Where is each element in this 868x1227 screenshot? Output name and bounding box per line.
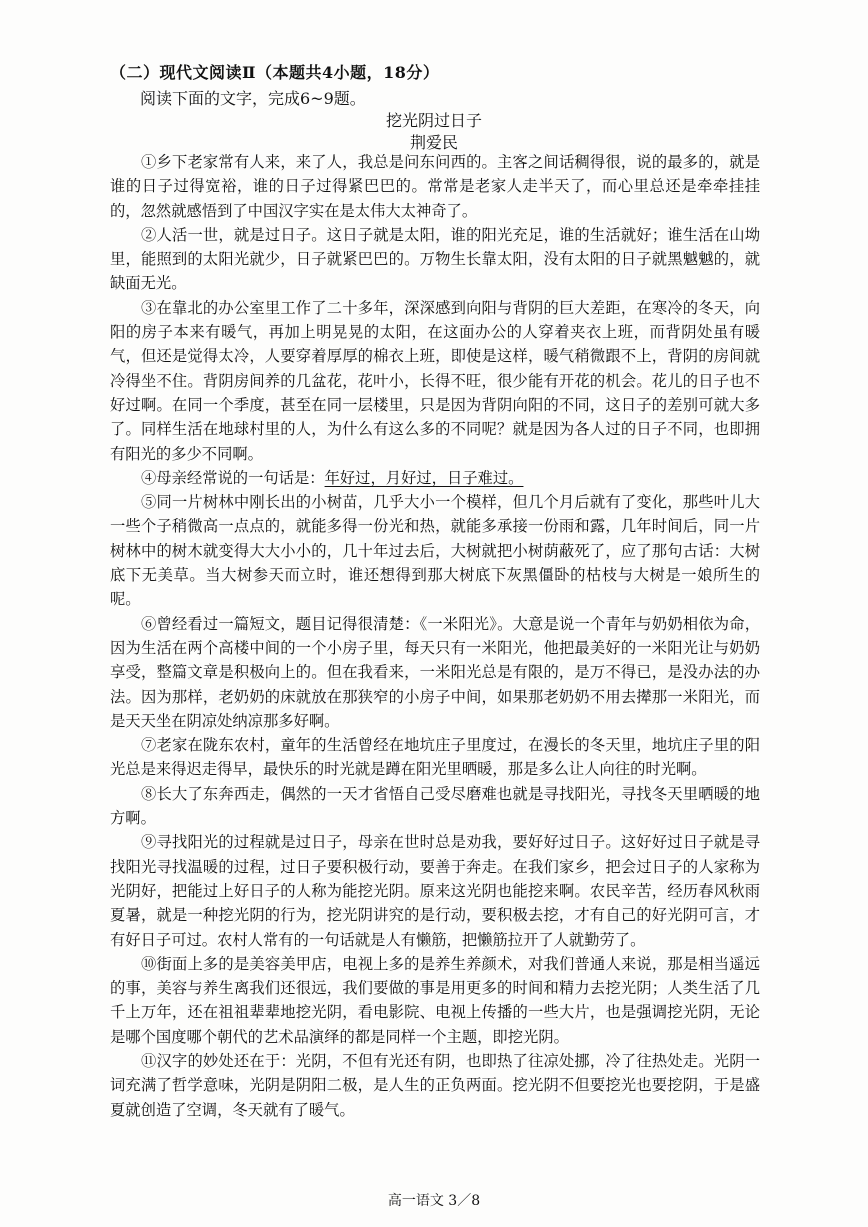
article-body xyxy=(110,150,760,1122)
paragraph-1: ①乡下老家常有人来，来了人，我总是问东问西的。主客之间话稠得很，说的最多的，就是谁的日子过得宽裕，谁的日子过得紧巴巴的。常常是老家人走半天了，而心里总还是牵牵挂挂的，忽然就感悟到了中国汉字实在是太伟大太神奇了。 xyxy=(110,153,760,220)
underlined-saying: 年好过，月好过，日子难过。 xyxy=(324,468,524,487)
paragraph-4 xyxy=(110,466,760,490)
paragraph-11: ⑪汉字的妙处还在于：光阴，不但有光还有阴，也即热了往凉处挪，冷了往热处走。光阴一词充满了哲学意味，光阴是阴阳二极，是人生的正负两面。挖光阴不但要挖光也要挖阴，于是盛夏就创造了空调，冬天就有了暖气。 xyxy=(110,1051,760,1119)
paragraph-6: ⑥曾经看过一篇短文，题目记得很清楚：《一米阳光》。大意是说一个青年与奶奶相依为命，因为生活在两个高楼中间的一个小房子里，每天只有一米阳光，他把最美好的一米阳光让与奶奶享受，整篇文章是积极向上的。但在我看来，一米阳光总是有限的，是万不得已，是没办法的办法。因为那样，老奶奶的床就放在那狭窄的小房子中间，如果那老奶奶不用去撵那一米阳光，而是天天坐在阴凉处纳凉那多好啊。 xyxy=(110,614,760,730)
paragraph-10: ⑩街面上多的是美容美甲店，电视上多的是养生养颜术，对我们普通人来说，那是相当遥远的事，美容与养生离我们还很远，我们要做的事是用更多的时间和精力去挖光阴；人类生活了几千上万年，还在祖祖辈辈地挖光阴，看电影院、电视上传播的一些大片，也是强调挖光阴，无论是哪个国度哪个朝代的艺术品演绎的都是同样一个主题，即挖光阴。 xyxy=(110,954,760,1046)
section-heading: （二）现代文阅读Ⅱ（本题共4小题，18分） xyxy=(110,63,440,82)
paragraph-4-lead: ④母亲经常说的一句话是： xyxy=(141,468,325,487)
paragraph-3: ③在靠北的办公室里工作了二十多年，深深感到向阳与背阴的巨大差距，在寒冷的冬天，向阳的房子本来有暖气，再加上明晃晃的太阳，在这面办公的人穿着夹衣上班，而背阴处虽有暖气，但还是觉得太冷，人要穿着厚厚的棉衣上班，即使是这样，暖气稍微跟不上，背阴的房间就冷得坐不住。背阴房间养的几盆花，花叶小，长得不旺，很少能有开花的机会。花儿的日子也不好过啊。在同一个季度，甚至在同一层楼里，只是因为背阴向阳的不同，这日子的差别可就大多了。同样生活在地球村里的人，为什么有这么多的不同呢？就是因为各人过的日子不同，也即拥有阳光的多少不同啊。 xyxy=(110,298,760,463)
paragraph-9: ⑨寻找阳光的过程就是过日子，母亲在世时总是劝我，要好好过日子。这好好过日子就是寻找阳光寻找温暖的过程，过日子要积极行动，要善于奔走。在我们家乡，把会过日子的人家称为光阴好，把能过上好日子的人称为能挖光阴。原来这光阴也能挖来啊。农民辛苦，经历春风秋雨夏暑，就是一种挖光阴的行为，挖光阴讲究的是行动，要积极去挖，才有自己的好光阴可言，才有好日子可过。农村人常有的一句话就是人有懒筋，把懒筋拉开了人就勤劳了。 xyxy=(110,833,760,949)
page-footer: 高一语文 3／8 xyxy=(387,1193,481,1209)
paragraph-2: ②人活一世，就是过日子。这日子就是太阳，谁的阳光充足，谁的生活就好；谁生活在山坳里，能照到的太阳光就少，日子就紧巴巴的。万物生长靠太阳，没有太阳的日子就黑魆魆的，就缺面无光。 xyxy=(110,225,760,293)
article-author: 荆爱民 xyxy=(409,133,458,152)
paragraph-8: ⑧长大了东奔西走，偶然的一天才省悟自己受尽磨难也就是寻找阳光，寻找冬天里晒暖的地方啊。 xyxy=(110,784,760,828)
article-title: 挖光阴过日子 xyxy=(385,111,482,130)
paragraph-7: ⑦老家在陇东农村，童年的生活曾经在地坑庄子里度过，在漫长的冬天里，地坑庄子里的阳光总是来得迟走得早，最快乐的时光就是蹲在阳光里晒暖，那是多么让人向往的时光啊。 xyxy=(110,736,760,779)
paragraph-5: ⑤同一片树林中刚长出的小树苗，几乎大小一个模样，但几个月后就有了变化，那些叶儿大一些个子稍微高一点点的，就能多得一份光和热，就能多承接一份雨和露，几年时间后，同一片树林中的树木就变得大大小小的，几十年过去后，大树就把小树荫蔽死了，应了那句古话：大树底下无美草。当大树参天而立时，谁还想得到那大树底下灰黑僵卧的枯枝与大树是一娘所生的呢。 xyxy=(110,493,760,609)
reading-instruction: 阅读下面的文字，完成6~9题。 xyxy=(140,89,366,108)
